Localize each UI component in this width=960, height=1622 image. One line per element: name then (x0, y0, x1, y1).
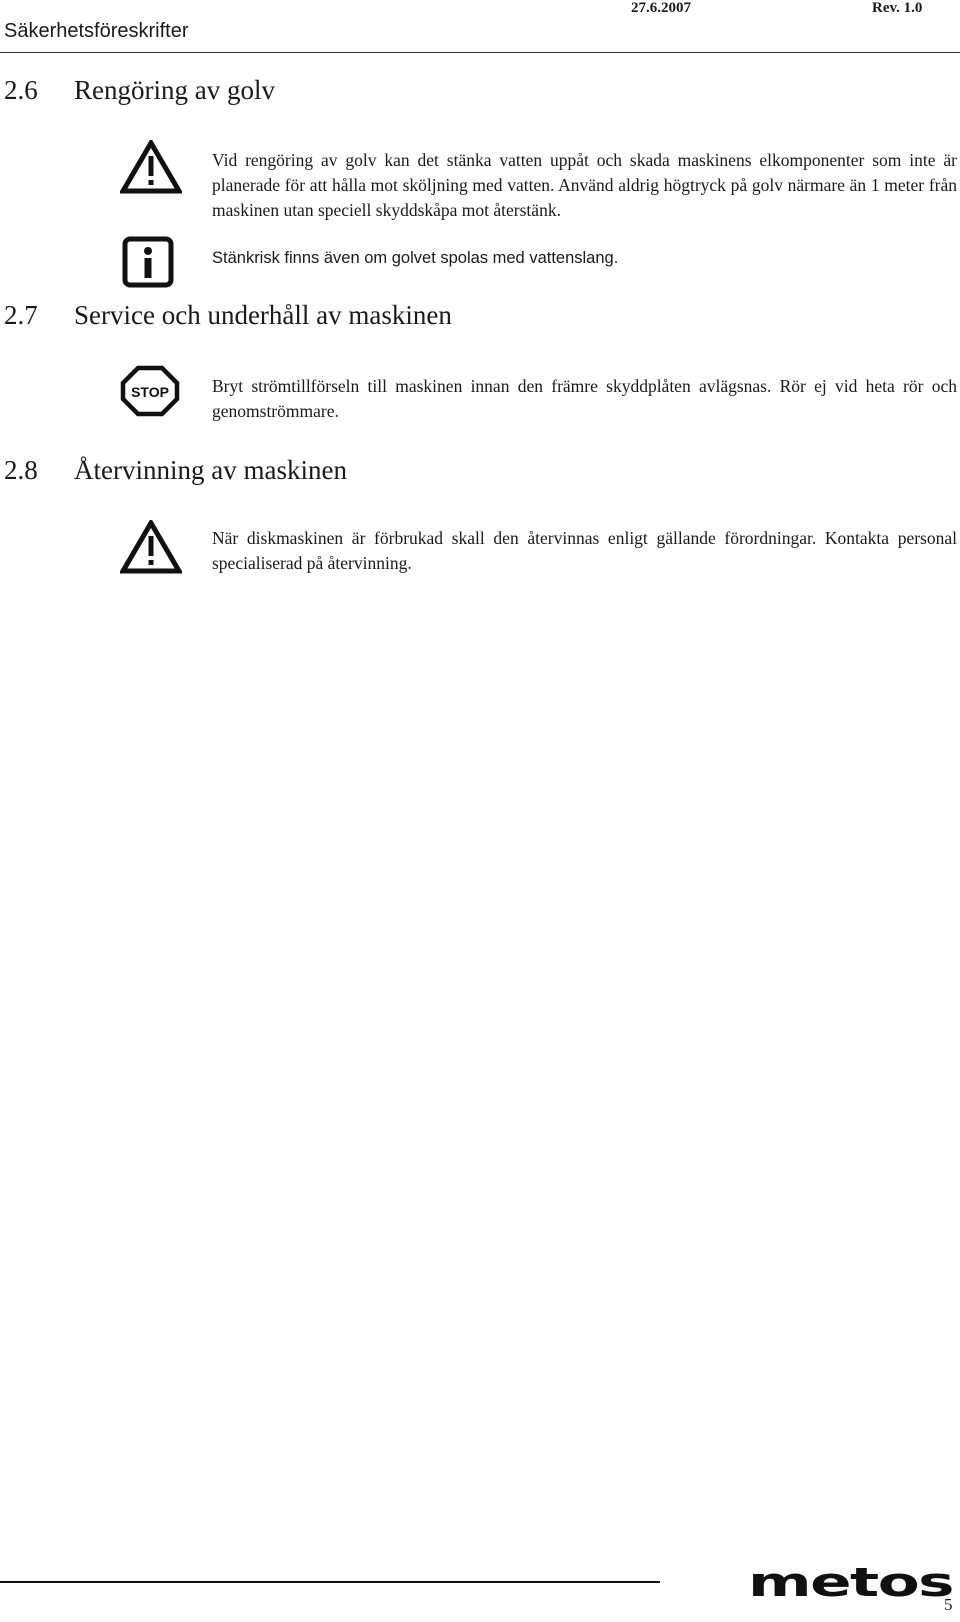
section-heading-2-7 (4, 300, 452, 331)
warning-triangle-icon (120, 520, 182, 574)
info-icon (122, 235, 174, 289)
section-number: 2.8 (4, 455, 38, 485)
document-date: 27.6.2007 (631, 0, 691, 16)
section-number: 2.7 (4, 300, 38, 330)
page-number: 5 (944, 1595, 953, 1614)
section-heading-2-8 (4, 455, 347, 486)
svg-text:STOP: STOP (131, 384, 169, 400)
stop-paragraph-service: Bryt strömtillförseln till maskinen innan den främre skyddplåten avlägsnas. Rör ej vid heta rör och genomströmmare. (212, 376, 957, 421)
warning-paragraph-floor-cleaning: Vid rengöring av golv kan det stänka vatten uppåt och skada maskinens elkomponenter som inte är planerade för att hålla mot sköljning med vatten. Använd aldrig högtryck på golv närmare än 1 meter från maskinen utan speciell skyddskåpa mot återstänk. (212, 150, 957, 220)
section-number: 2.6 (4, 75, 38, 105)
logo-wordmark: metos (748, 1568, 953, 1602)
section-title: Återvinning av maskinen (74, 455, 347, 485)
footer-divider (0, 1581, 660, 1583)
document-title: Säkerhetsföreskrifter (4, 20, 189, 42)
stop-sign-icon (120, 365, 180, 417)
section-title: Rengöring av golv (74, 75, 275, 105)
header-divider (0, 52, 960, 53)
section-title: Service och underhåll av maskinen (74, 300, 452, 330)
info-paragraph-splash-risk: Stänkrisk finns även om golvet spolas med vattenslang. (212, 249, 619, 267)
warning-paragraph-recycling: När diskmaskinen är förbrukad skall den återvinnas enligt gällande förordningar. Kontakta personal specialiserad på återvinning. (212, 528, 957, 573)
warning-triangle-icon (120, 140, 182, 194)
section-heading-2-6 (4, 75, 275, 106)
metos-logo (748, 1568, 956, 1607)
document-revision: Rev. 1.0 (872, 0, 923, 16)
